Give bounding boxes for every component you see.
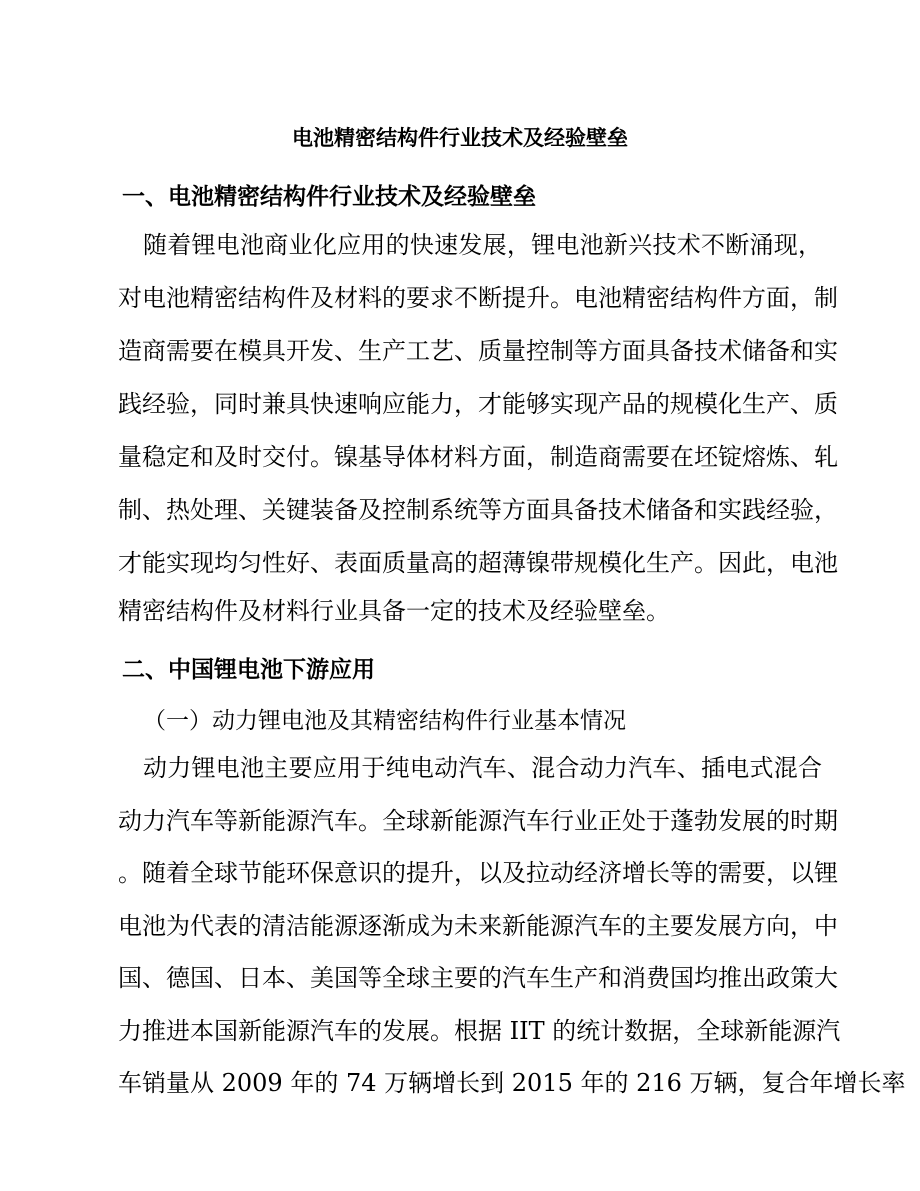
section2-heading: 二、中国锂电池下游应用 [122, 657, 375, 683]
paragraph-line: 车销量从 2009 年的 74 万辆增长到 2015 年的 216 万辆，复合年增长率 [118, 1069, 906, 1097]
paragraph-line: 。随着全球节能环保意识的提升，以及拉动经济增长等的需要，以锂 [118, 859, 838, 887]
paragraph-line: 践经验，同时兼具快速响应能力，才能够实现产品的规模化生产、质 [118, 390, 838, 418]
paragraph-line: 电池为代表的清洁能源逐渐成为未来新能源汽车的主要发展方向，中 [118, 912, 838, 940]
paragraph-line: 动力汽车等新能源汽车。全球新能源汽车行业正处于蓬勃发展的时期 [118, 807, 838, 835]
document-title: 电池精密结构件行业技术及经验壁垒 [292, 126, 628, 150]
section2-subheading: （一）动力锂电池及其精密结构件行业基本情况 [143, 708, 626, 734]
paragraph-line: 随着锂电池商业化应用的快速发展，锂电池新兴技术不断涌现， [143, 231, 822, 259]
paragraph-line: 制、热处理、关键装备及控制系统等方面具备技术储备和实践经验， [118, 496, 838, 524]
paragraph-line: 对电池精密结构件及材料的要求不断提升。电池精密结构件方面，制 [118, 284, 838, 312]
section1-heading: 一、电池精密结构件行业技术及经验壁垒 [122, 184, 536, 210]
paragraph-line: 动力锂电池主要应用于纯电动汽车、混合动力汽车、插电式混合 [143, 754, 822, 782]
paragraph-line: 力推进本国新能源汽车的发展。根据 IIT 的统计数据，全球新能源汽 [118, 1017, 841, 1045]
paragraph-line: 才能实现均匀性好、表面质量高的超薄镍带规模化生产。因此，电池 [118, 549, 838, 577]
paragraph-line: 造商需要在模具开发、生产工艺、质量控制等方面具备技术储备和实 [118, 337, 838, 365]
paragraph-line: 精密结构件及材料行业具备一定的技术及经验壁垒。 [118, 597, 670, 625]
paragraph-line: 量稳定和及时交付。镍基导体材料方面，制造商需要在坯锭熔炼、轧 [118, 443, 838, 471]
paragraph-line: 国、德国、日本、美国等全球主要的汽车生产和消费国均推出政策大 [118, 964, 838, 992]
